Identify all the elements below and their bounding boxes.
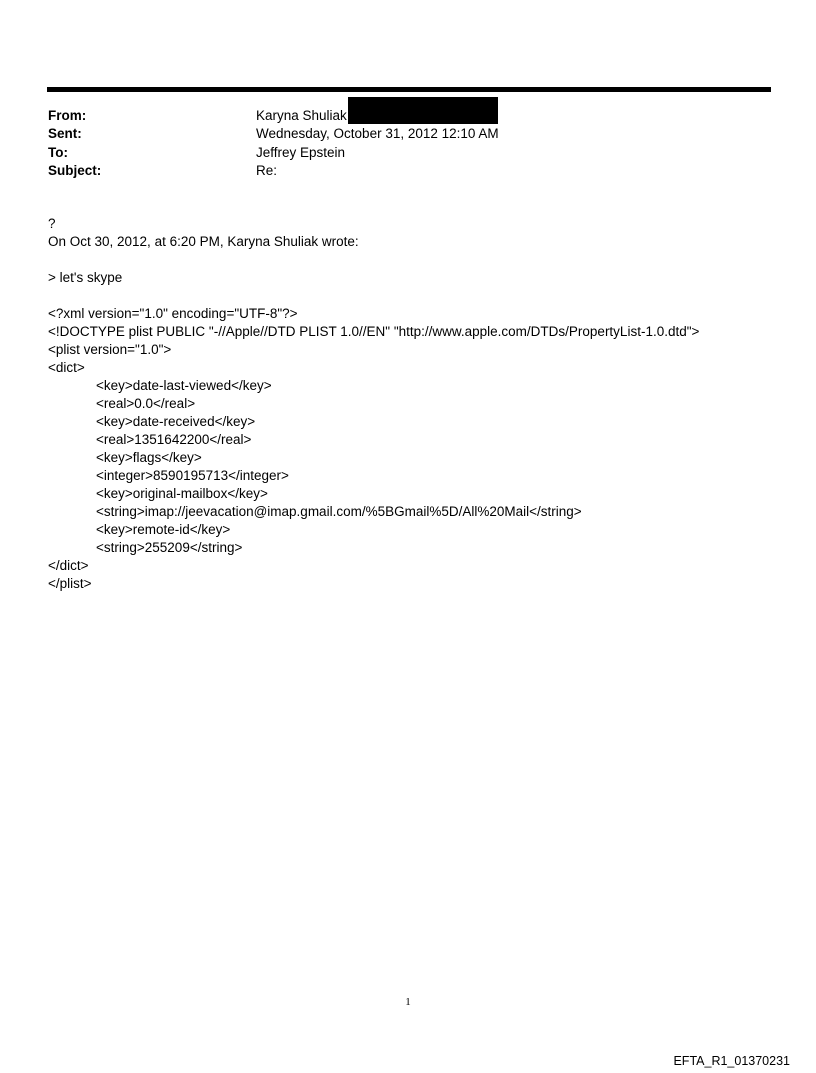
xml-line: <key>flags</key> — [96, 450, 202, 465]
xml-line: <real>1351642200</real> — [96, 432, 252, 447]
xml-line: <string>imap://jeevacation@imap.gmail.com/%5BGmail%5D/All%20Mail</string> — [96, 504, 582, 519]
quoted-text: > let's skype — [48, 270, 123, 285]
to-value: Jeffrey Epstein — [256, 145, 346, 160]
from-label: From: — [48, 108, 87, 123]
subject-value: Re: — [256, 163, 278, 178]
to-label: To: — [48, 145, 68, 160]
xml-line: <key>date-received</key> — [96, 414, 256, 429]
xml-line: <string>255209</string> — [96, 540, 243, 555]
xml-line: <!DOCTYPE plist PUBLIC "-//Apple//DTD PLIST 1.0//EN" "http://www.apple.com/DTDs/PropertyList-1.0.dtd"> — [48, 324, 700, 339]
xml-line: <integer>8590195713</integer> — [96, 468, 289, 483]
xml-line: <plist version="1.0"> — [48, 342, 172, 357]
header-rule — [47, 87, 771, 92]
bates-number: EFTA_R1_01370231 — [673, 1054, 790, 1068]
redaction-block — [348, 97, 498, 124]
xml-line: <key>original-mailbox</key> — [96, 486, 268, 501]
subject-label: Subject: — [48, 163, 102, 178]
xml-line: <?xml version="1.0" encoding="UTF-8"?> — [48, 306, 298, 321]
sent-label: Sent: — [48, 126, 82, 141]
quote-intro: On Oct 30, 2012, at 6:20 PM, Karyna Shuliak wrote: — [48, 234, 359, 249]
xml-line: </dict> — [48, 558, 89, 573]
xml-line: <key>date-last-viewed</key> — [96, 378, 272, 393]
xml-line: <real>0.0</real> — [96, 396, 196, 411]
page-number: 1 — [405, 996, 411, 1008]
xml-line: <key>remote-id</key> — [96, 522, 231, 537]
sent-value: Wednesday, October 31, 2012 12:10 AM — [256, 126, 499, 141]
reply-text: ? — [48, 216, 56, 231]
xml-line: <dict> — [48, 360, 85, 375]
from-value: Karyna Shuliak — [256, 108, 347, 123]
xml-line: </plist> — [48, 576, 92, 591]
